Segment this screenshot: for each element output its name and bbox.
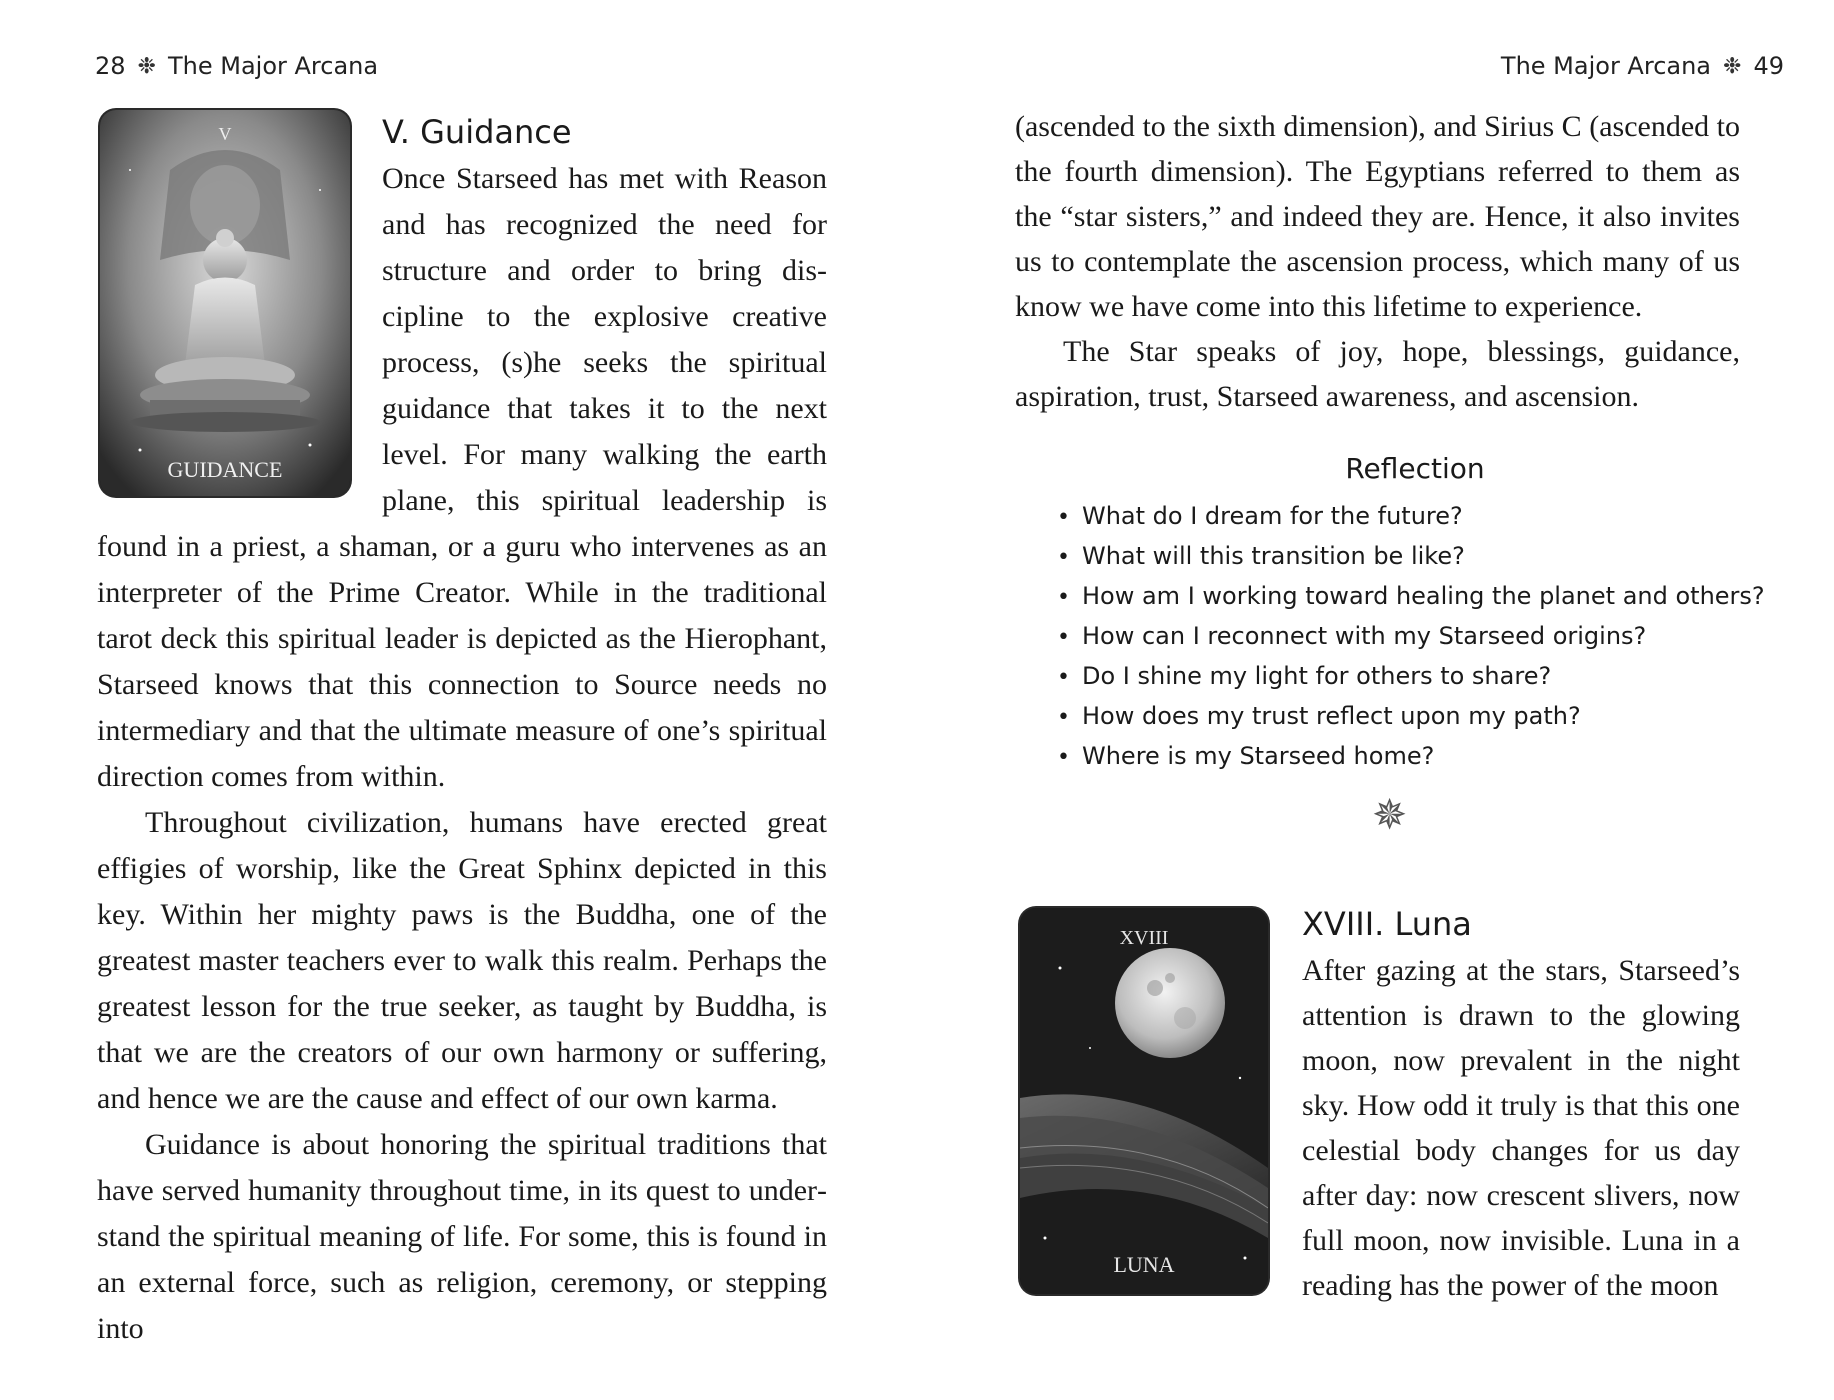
list-item: • How am I working toward healing the planet and others?: [1057, 577, 1765, 617]
star-paragraph-2: The Star speaks of joy, hope, blessings, guidance, aspiration, trust, Starseed awareness, and ascension.: [1015, 335, 1740, 413]
list-item: • How does my trust reflect upon my path?: [1057, 697, 1765, 737]
list-item: • What will this transition be like?: [1057, 537, 1765, 577]
list-item: • How can I reconnect with my Starseed origins?: [1057, 617, 1765, 657]
luna-text-column: [1302, 900, 1740, 1308]
card-numeral-xviii: XVIII: [1119, 927, 1169, 949]
right-page: [917, 0, 1834, 1400]
moon-illustration: [1020, 908, 1268, 1294]
card-caption-guidance: GUIDANCE: [167, 457, 283, 482]
reflection-title: Reflection: [1345, 452, 1485, 485]
star-text-column: [1015, 104, 1740, 419]
luna-paragraph: After gazing at the stars, Starseed’s attention is drawn to the glowing moon, now prevalent in the night sky. How odd it truly is that this one celestial body changes for us day after day: now crescent slivers, now full moon, now invisible. Luna in a reading has the power of the moon: [1302, 954, 1740, 1302]
list-item: • Where is my Starseed home?: [1057, 737, 1765, 777]
list-item: • What do I dream for the future?: [1057, 497, 1765, 537]
section-title-luna: XVIII. Luna: [1302, 905, 1472, 943]
right-running-title: The Major Arcana: [1500, 52, 1712, 80]
reflection-list: [1057, 497, 1765, 777]
left-page-number: 28: [95, 52, 126, 80]
star-paragraph-1: (ascended to the sixth dimension), and Sirius C (ascended to the fourth dimension). The Egyptians referred to them as the “star sisters,” and indeed they are. Hence, it also invites us to contemplate the ascension process, which many of us know we have come into this lifetime to experience.: [1015, 110, 1740, 323]
ornament-icon: ❉: [137, 53, 156, 79]
right-running-head: [1501, 52, 1784, 80]
card-float-spacer: [97, 108, 382, 503]
guidance-paragraph-1: Once Starseed has met with Reason and has recognized the need for structure and order to bring discipline to the explosive creative process, (s)he seeks the spiritual guidance that takes it to the next level. For many walking the earth plane, this spiritual leadership is found in a priest, a shaman, or a guru who intervenes as an interpreter of the Prime Creator. While in the traditional tarot deck this spiritual leader is depicted as the Hierophant, Starseed knows that this connection to Source needs no intermediary and that the ultimate measure of one’s spiritual direction comes from within.: [97, 162, 827, 793]
section-title-guidance: V. Guidance: [382, 113, 572, 151]
guidance-paragraph-3: Guidance is about honoring the spiritual traditions that have served humanity throughout time, in its quest to understand the spiritual meaning of life. For some, this is found in an external force, such as religion, ceremony, or stepping into: [97, 1128, 827, 1345]
ornament-icon: ❉: [1723, 53, 1742, 79]
guidance-paragraph-2: Throughout civilization, humans have erected great effigies of worship, like the Great Sphinx depicted in this key. Within her mighty paws is the Buddha, one of the greatest master teachers ever to walk this realm. Perhaps the greatest lesson for the true seeker, as taught by Buddha, is that we are the creators of our own harmony or suffering, and hence we are the cause and effect of our own karma.: [97, 806, 827, 1115]
left-running-title: The Major Arcana: [167, 52, 379, 80]
card-numeral-v: V: [218, 124, 232, 144]
right-page-number: 49: [1753, 52, 1784, 80]
list-item: • Do I shine my light for others to share?: [1057, 657, 1765, 697]
luna-card-image: [1020, 908, 1268, 1294]
section-divider-icon: ✵: [1372, 793, 1408, 839]
card-caption-luna: LUNA: [1113, 1252, 1175, 1277]
left-running-head: [95, 52, 378, 80]
guidance-text-column: [97, 108, 827, 1352]
